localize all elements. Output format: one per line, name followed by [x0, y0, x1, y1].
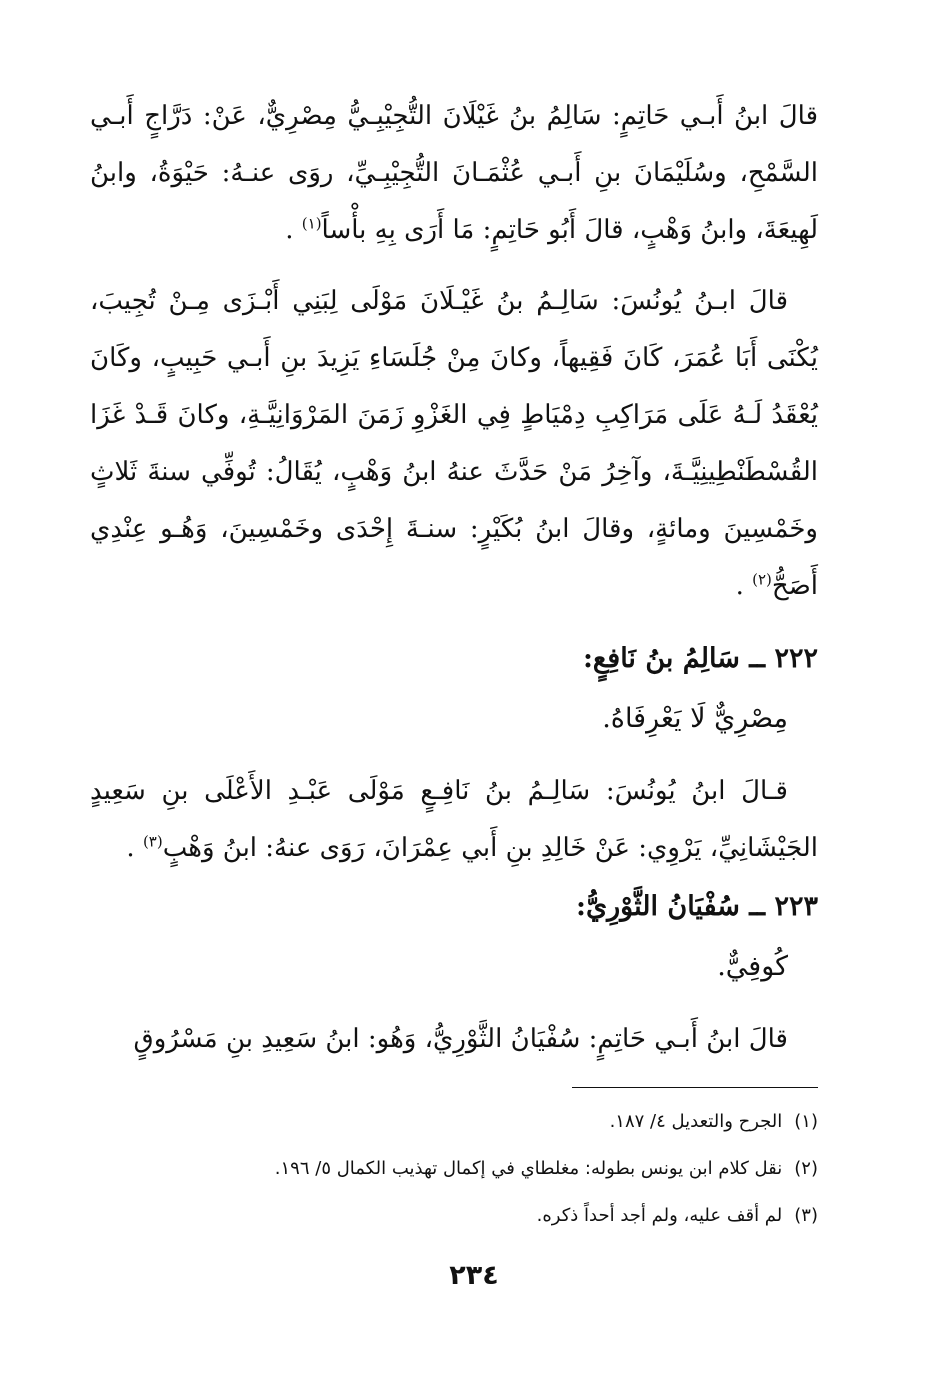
- footnote-1: [90, 1098, 818, 1145]
- paragraph-ibn-abi-hatim-salim-ghaylan: قالَ ابنُ أَبـي حَاتِمٍ: سَالِمُ بنُ غَيْلَانَ التُّجِيْبِـيُّ مِصْرِيٌّ، عَنْ: دَرَّاجٍ أَبـي السَّمْحِ، وسُلَيْمَانَ بنِ أَبـي عُثْمَـانَ التُّجِيْبِـيِّ، روَى عنـهُ: حَيْوَةُ، وابنُ لَهِيعَةَ، وابنُ وَهْبٍ، قالَ أَبُو حَاتِمٍ: مَا أَرَى بِهِ بأْساً$^{(١)}$ .: [90, 101, 818, 245]
- footnote-number: (٣): [794, 1205, 818, 1226]
- page-number: ٢٣٤: [449, 1260, 499, 1291]
- spacer: [90, 615, 818, 629]
- entry-heading-222: ٢٢٢ ــ سَالِمُ بنُ نَافِعٍ:: [582, 643, 818, 674]
- paragraph-text: قالَ ابنُ أَبـي حَاتِمٍ: سَالِمُ بنُ غَيْلَانَ التُّجِيْبِـيُّ مِصْرِيٌّ، عَنْ: دَرَّاجٍ أَبـي السَّمْحِ، وسُلَيْمَانَ بنِ أَبـي عُثْمَـانَ التُّجِيْبِـيِّ، روَى عنـهُ: حَيْوَةُ، وابنُ لَهِيعَةَ، وابنُ وَهْبٍ، قالَ أَبُو حَاتِمٍ: مَا أَرَى بِهِ بأْساً: [90, 101, 818, 245]
- footnote-text: لم أقف عليه، ولم أجد أحداً ذكره.: [536, 1205, 783, 1226]
- spacer: [90, 749, 818, 763]
- paragraph-text: قـالَ ابنُ يُونُسَ: سَالِـمُ بنُ نَافِـعٍ مَوْلَى عَبْـدِ الأَعْلَى بنِ سَعِيدٍ الجَيْشَانِيِّ، يَرْوِي: عَنْ خَالِدِ بنِ أَبي عِمْرَانَ، رَوَى عنهُ: ابنُ وَهْبٍ: [90, 776, 818, 863]
- paragraph-text: قالَ ابنُ أَبـي حَاتِمٍ: سُفْيَانُ الثَّوْرِيُّ، وَهُو: ابنُ سَعِيدِ بنِ مَسْرُوقٍ: [133, 1024, 788, 1054]
- footnote-ref-1: (١): [301, 214, 322, 233]
- footnote-number: (٢): [794, 1158, 818, 1179]
- footnote-ref-3: (٣): [142, 832, 163, 851]
- footnote-text: نقل كلام ابن يونس بطوله: مغلطاي في إكمال تهذيب الكمال ٥/ ١٩٦.: [274, 1158, 783, 1179]
- paragraph-ibn-yunus-salim-nafi: قـالَ ابنُ يُونُسَ: سَالِـمُ بنُ نَافِـعٍ مَوْلَى عَبْـدِ الأَعْلَى بنِ سَعِيدٍ الجَيْشَانِيِّ، يَرْوِي: عَنْ خَالِدِ بنِ أَبي عِمْرَانَ، رَوَى عنهُ: ابنُ وَهْبٍ$^{(٣)}$ .: [90, 776, 818, 863]
- footnote-separator: [572, 1087, 818, 1088]
- footnote-3: [90, 1192, 818, 1239]
- page-body: [90, 88, 818, 1068]
- footnotes: [90, 1098, 818, 1239]
- footnote-2: [90, 1145, 818, 1192]
- paragraph-ibn-abi-hatim-sufyan: [90, 1011, 818, 1068]
- footnote-ref-2: (٢): [752, 570, 772, 589]
- paragraph-ibn-yunus-salim-ghaylan: قالَ ابـنُ يُونُسَ: سَالِـمُ بنُ غَيْـلَانَ مَوْلَى لِبَنِي أَبْـزَى مِـنْ تُجِيبَ، يُكْنَى أَبَا عُمَرَ، كَانَ فَقِيهاً، وكانَ مِنْ جُلَسَاءِ يَزِيدَ بنِ أَبـي حَبِيبٍ، وكَانَ يُعْقَدُ لَـهُ عَلَى مَرَاكِبِ دِمْيَاطٍ فِي الغَزْوِ زَمَنَ المَرْوَانِيَّـةِ، وكانَ قَـدْ غَزَا القُسْطَنْطِينِيَّـةَ، وآخِرُ مَنْ حَدَّثَ عنهُ ابنُ وَهْبٍ، يُقَالُ: تُوفِّي سنةَ ثَلاثٍ وخَمْسِينَ ومائةٍ، وقالَ ابنُ بُكَيْرٍ: سنـةَ إِحْدَى وخَمْسِينَ، وَهُـو عِنْدِي أَصَحُّ$^{(٢)}$ .: [90, 286, 818, 601]
- paragraph-text: قالَ ابـنُ يُونُسَ: سَالِـمُ بنُ غَيْـلَانَ مَوْلَى لِبَنِي أَبْـزَى مِـنْ تُجِيبَ، يُكْنَى أَبَا عُمَرَ، كَانَ فَقِيهاً، وكانَ مِنْ جُلَسَاءِ يَزِيدَ بنِ أَبـي حَبِيبٍ، وكَانَ يُعْقَدُ لَـهُ عَلَى مَرَاكِبِ دِمْيَاطٍ فِي الغَزْوِ زَمَنَ المَرْوَانِيَّـةِ، وكانَ قَـدْ غَزَا القُسْطَنْطِينِيَّـةَ، وآخِرُ مَنْ حَدَّثَ عنهُ ابنُ وَهْبٍ، يُقَالُ: تُوفِّي سنةَ ثَلاثٍ وخَمْسِينَ ومائةٍ، وقالَ ابنُ بُكَيْرٍ: سنـةَ إِحْدَى وخَمْسِينَ، وَهُـو عِنْدِي أَصَحُّ: [90, 286, 818, 601]
- spacer: [90, 259, 818, 273]
- spacer: [90, 997, 818, 1011]
- entry-heading-223: ٢٢٣ ــ سُفْيَانُ الثَّوْرِيُّ:: [576, 891, 818, 922]
- entry-222-origin: مِصْرِيٌّ لَا يَعْرِفَاهُ.: [602, 703, 788, 734]
- entry-223-origin: كُوفِيٌّ.: [717, 951, 788, 982]
- footnote-number: (١): [794, 1111, 818, 1132]
- footnote-text: الجرح والتعديل ٤/ ١٨٧.: [609, 1111, 783, 1132]
